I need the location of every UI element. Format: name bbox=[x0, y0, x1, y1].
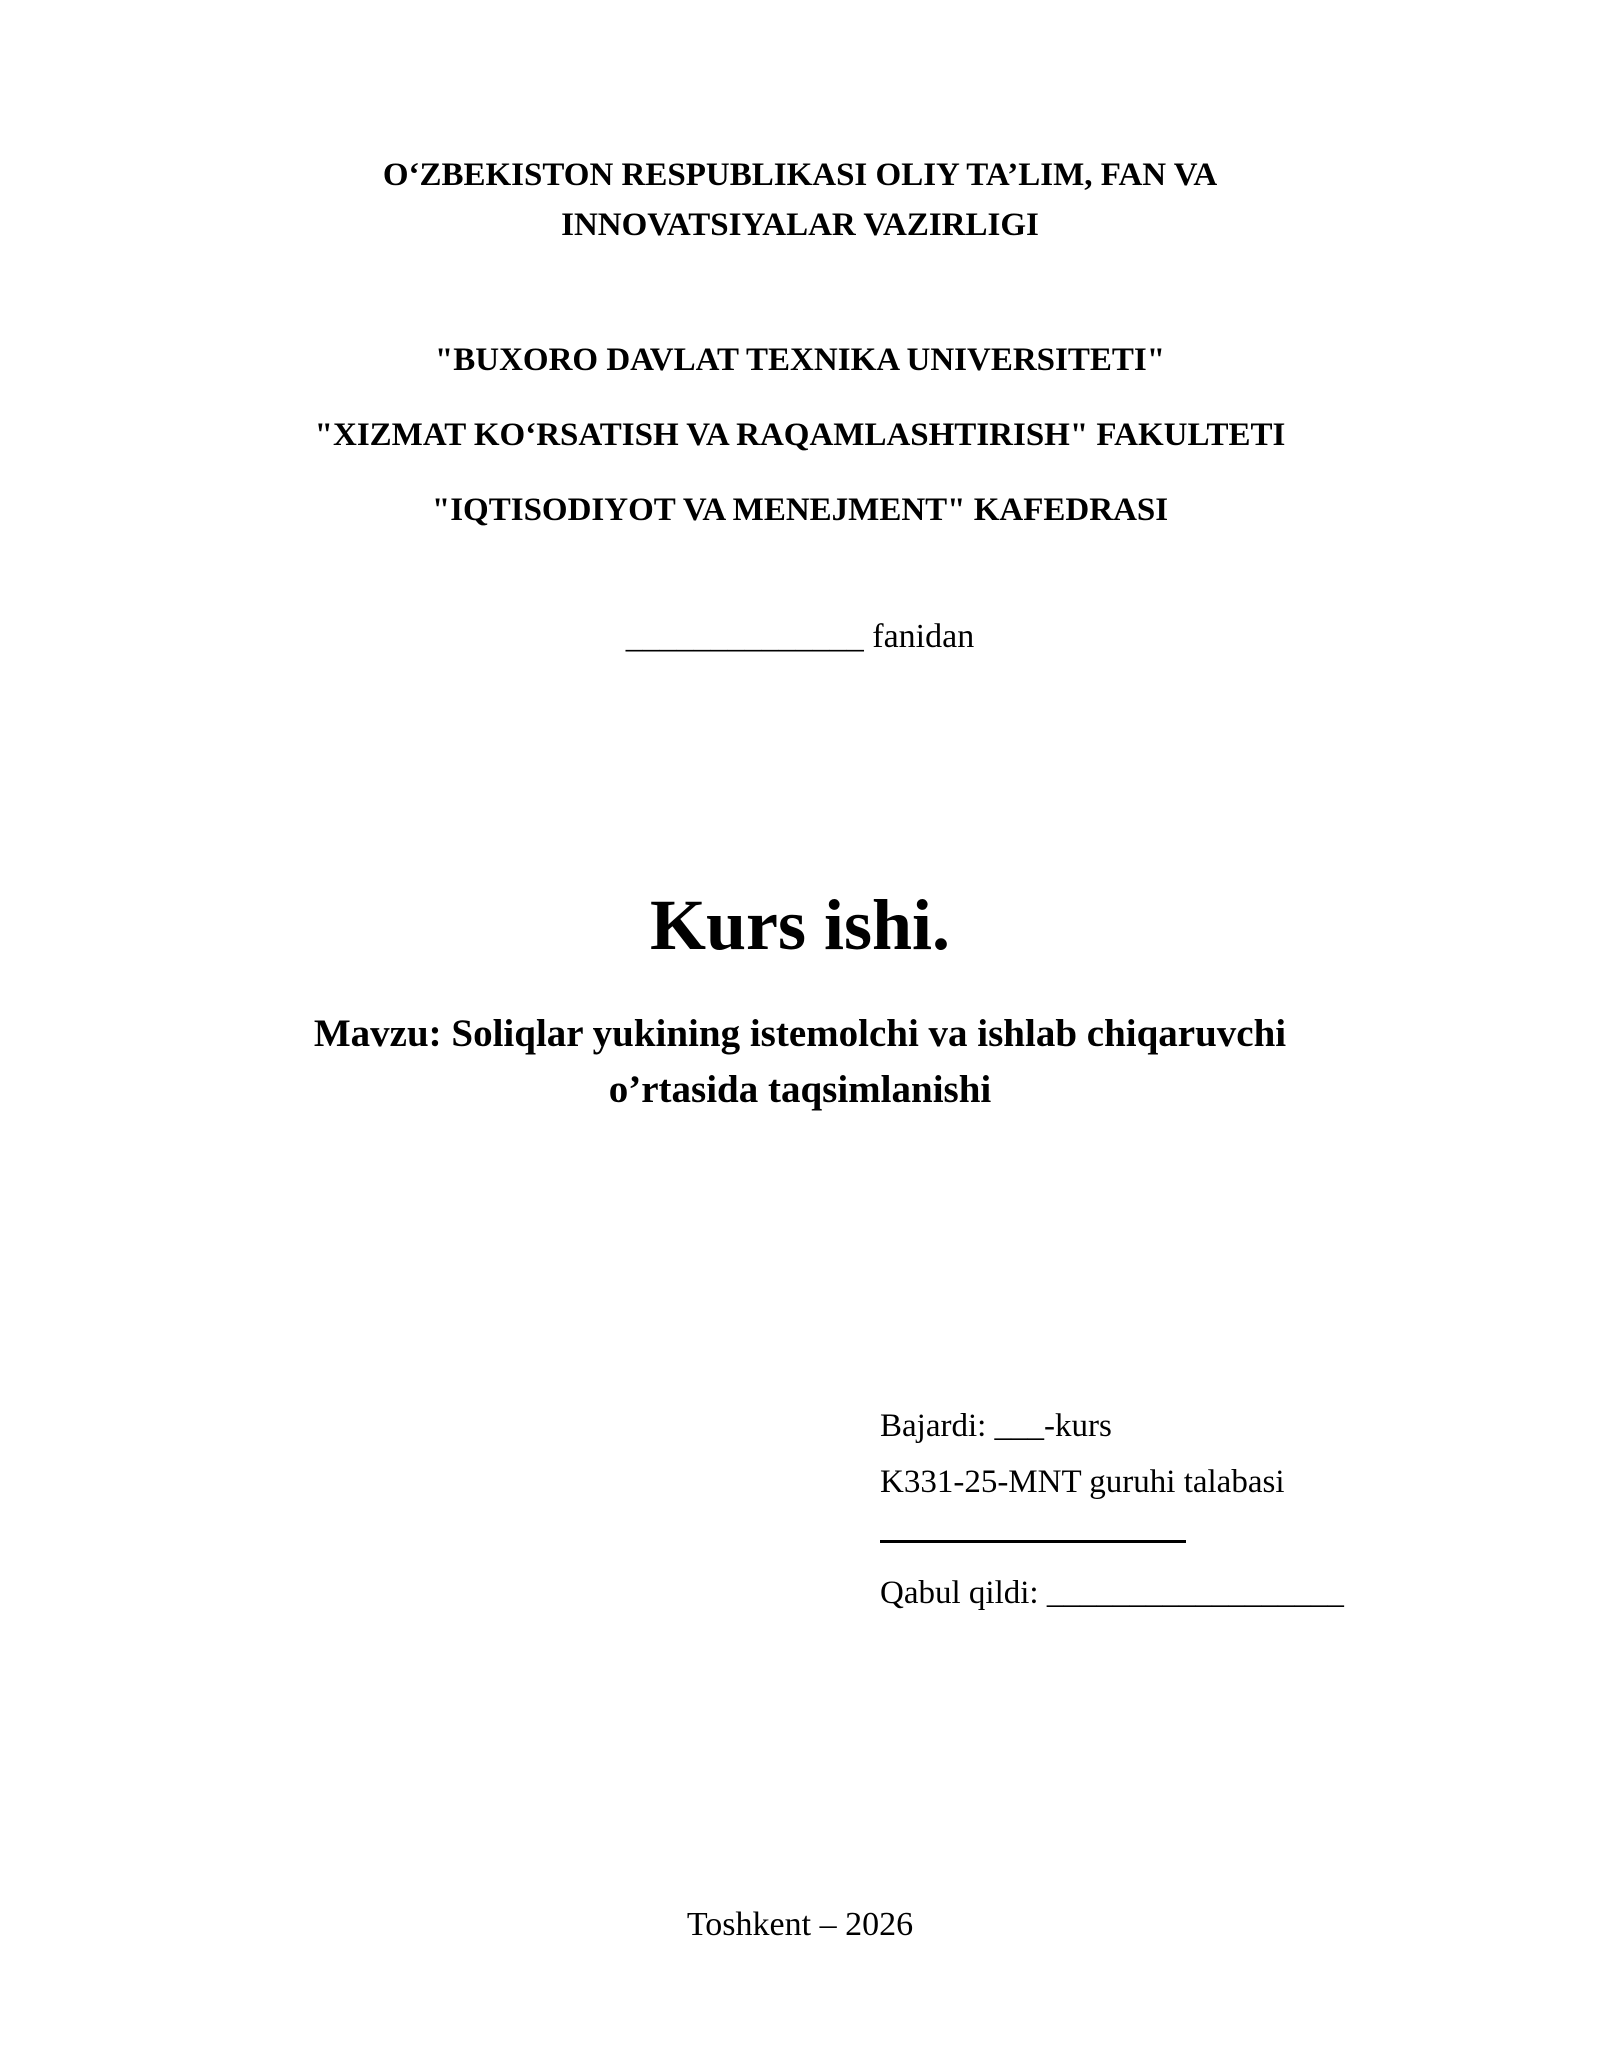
subject-line: ______________ fanidan bbox=[625, 618, 975, 655]
university-name: "BUXORO DAVLAT TEXNIKA UNIVERSITETI" bbox=[434, 342, 1166, 378]
signature-block bbox=[880, 1398, 1440, 1621]
document-title: Kurs ishi. bbox=[649, 885, 951, 965]
student-name-blank-line bbox=[880, 1540, 1186, 1543]
accepted-by-line: Qabul qildi: __________________ bbox=[880, 1575, 1344, 1611]
ministry-line-2: INNOVATSIYALAR VAZIRLIGI bbox=[561, 207, 1039, 243]
ministry-line-1: O‘ZBEKISTON RESPUBLIKASI OLIY TA’LIM, FAN VA bbox=[382, 157, 1218, 193]
topic-heading: Mavzu: Soliqlar yukining istemolchi va ishlab chiqaruvchi o’rtasida taqsimlanishi bbox=[313, 1012, 1287, 1111]
student-group-line: K331-25-MNT guruhi talabasi bbox=[880, 1464, 1285, 1500]
completed-by-line: Bajardi: ___-kurs bbox=[880, 1408, 1112, 1444]
department-name: "IQTISODIYOT VA MENEJMENT" KAFEDRASI bbox=[431, 492, 1169, 528]
place-year: Toshkent – 2026 bbox=[686, 1906, 914, 1943]
faculty-name: "XIZMAT KO‘RSATISH VA RAQAMLASHTIRISH" FAKULTETI bbox=[314, 417, 1286, 453]
ministry-heading bbox=[0, 150, 1600, 250]
